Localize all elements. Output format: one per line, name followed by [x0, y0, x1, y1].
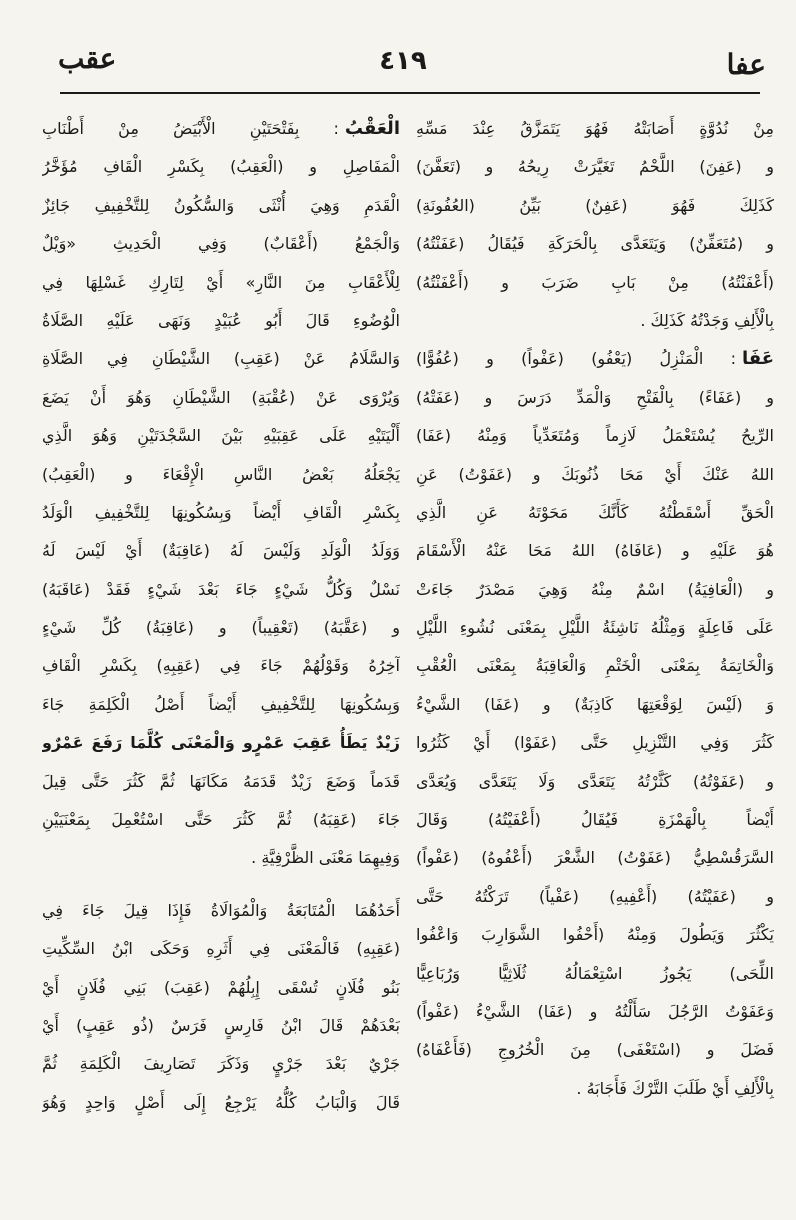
entry-headword: الْعَقْبُ: [344, 118, 400, 139]
text-line: هُوَ عَلَيْهِ و (عَافَاهُ) اللهُ مَحَا عَنْهُ الْأَسْقَامَ: [416, 541, 774, 561]
text-line: أَحَدُهُمَا الْمُتَابَعَةُ وَالْمُوَالَاةُ فَإِذَا قِيلَ جَاءَ فِي: [42, 900, 400, 920]
text-line: عَلَى فَاعِلَةٍ وَمِثْلُهُ نَاشِئَةُ اللَّيْلِ بِمَعْنَى نُشُوءِ اللَّيْلِ: [416, 618, 774, 638]
text-line: كَذَلِكَ فَهُوَ (عَفِنٌ) بَيِّنُ (العُفُونَةِ): [416, 195, 774, 215]
page-number: ٤١٩: [379, 46, 427, 76]
text-line: بِالْأَلِفِ أَيْ طَلَبَ التَّرْكَ فَأَجَابَهُ .: [576, 1078, 774, 1098]
text-line: يَكْثُرَ وَيَطُولَ وَمِنْهُ (أَحْفُوا الشَّوَارِبَ وَاعْفُوا: [416, 925, 774, 945]
paragraph-gap: [42, 878, 400, 892]
text-line: قَالَ وَالْبَابُ كُلُّهُ يَرْجِعُ إِلَى أَصْلٍ وَاحِدٍ وَهُوَ: [42, 1092, 400, 1112]
text-line: وَبِسُكُونِهَا لِلتَّخْفِيفِ أَيْضاً أَصْلُ الْكَلِمَةِ جَاءَ: [42, 694, 400, 714]
text-line: و (عَفِنَ) اللَّحْمُ تَغَيَّرَتْ رِيحُهُ و (تَعَفَّنَ): [416, 157, 774, 177]
text-line: وَ (لَيْسَ لِوَقْعَتِهَا كَاذِبَةٌ) و (عَفَا) الشَّيْءُ: [416, 694, 774, 714]
text-line: أَلْيَتَيْهِ عَلَى عَقِبَيْهِ بَيْنَ السَّجْدَتَيْنِ وَهُوَ الَّذِي: [42, 426, 400, 446]
text-line: الْمَفَاصِلِ و (الْعَقِبُ) بِكَسْرِ الْقَافِ مُؤَخَّرُ: [42, 157, 400, 177]
text-line: الرِّيحُ يُسْتَعْمَلُ لَازِماً وَمُتَعَدِّياً وَمِنْهُ (عَفَا): [416, 426, 774, 446]
text-line: وَالْجَمْعُ (أَعْقَابٌ) وَفِي الْحَدِيثِ «وَيْلٌ: [42, 234, 400, 254]
entry-text: : بِفَتْحَتَيْنِ الْأَبْيَضُ مِنْ أَطْنَابِ: [42, 119, 339, 138]
text-line: مِنْ نُدُوَّةٍ أَصَابَتْهُ فَهُوَ يَتَمَزَّقُ عِنْدَ مَسِّهِ: [416, 119, 774, 138]
page-header: [40, 40, 766, 84]
text-line: فَضَلَ و (اسْتَعْفَى) مِنَ الْخُرُوجِ (فَأَعْفَاهُ): [416, 1040, 774, 1060]
text-line: بَنُو فُلَانٍ تُسْقَى إِبِلُهُمْ (عَقِبَ) بَنِي فُلَانٍ أَيْ: [42, 977, 400, 997]
text-line: اللِّحَى) يَجُوزُ اسْتِعْمَالُهُ ثُلَاثِيًّا وَرُبَاعِيًّا: [416, 963, 774, 983]
text-line: نَسْلٌ وَكُلُّ شَيْءٍ جَاءَ بَعْدَ شَيْءٍ فَقَدْ (عَاقَبَهُ): [42, 579, 400, 599]
text-line: و (عَفَاءً) بِالْفَتْحِ وَالْمَدِّ دَرَسَ و (عَفَتْهُ): [416, 387, 774, 407]
text-line: و (الْعَافِيَةُ) اسْمٌ مِنْهُ وَهِيَ مَصْدَرٌ جَاءَتْ: [416, 579, 774, 599]
entry-first-line: [42, 110, 400, 148]
text-line: لِلْأَعْقَابِ مِنَ النَّارِ» أَيْ لِتَارِكِ غَسْلِهَا فِي: [42, 272, 400, 292]
right-column: [416, 110, 774, 1150]
left-column: [42, 110, 400, 1150]
text-line: يَجْعَلُهُ بَعْضُ النَّاسِ الْإِقْعَاءَ و (الْعَقِبُ): [42, 464, 400, 484]
text-line: الْقَدَمِ وَهِيَ أُنْثَى وَالسُّكُونُ لِلتَّخْفِيفِ جَائِزٌ: [42, 195, 400, 215]
text-line: وَوَلَدُ الْوَلَدِ وَلَيْسَ لَهُ (عَاقِبَةٌ) أَيْ لَيْسَ لَهُ: [42, 541, 400, 561]
header-entry-word-left: عقب: [58, 42, 117, 75]
text-line: الْوُضُوءِ قَالَ أَبُو عُبَيْدٍ وَنَهَى عَلَيْهِ الصَّلَاةُ: [42, 310, 400, 330]
text-line: و (عَفَيْتُهُ) (أَعْفِيهِ) (عَفْياً) تَرَكْتُهُ حَتَّى: [416, 886, 774, 906]
text-line: آخِرُهُ وَقَوْلُهُمْ جَاءَ فِي (عَقِبِهِ) بِكَسْرِ الْقَافِ: [42, 656, 400, 676]
text-line: اللهُ عَنْكَ أَيْ مَحَا ذُنُوبَكَ و (عَفَوْتُ) عَنِ: [416, 464, 774, 484]
entry-text: : الْمَنْزِلُ (يَعْفُو) (عَفْواً) و (عُفُوًّا): [416, 349, 736, 369]
text-line: وَيُرْوَى عَنْ (عُقْبَةِ) الشَّيْطَانِ وَهُوَ أَنْ يَضَعَ: [42, 387, 400, 407]
text-line: جَرْيٌ بَعْدَ جَرْيٍ وَذَكَرَ تَصَارِيفَ الْكَلِمَةِ ثُمَّ: [42, 1054, 400, 1074]
text-line: (عَقِبِهِ) فَالْمَعْنَى فِي أَثَرِهِ وَحَكَى ابْنُ السِّكِّيتِ: [42, 939, 400, 959]
text-line: وَالسَّلَامُ عَنْ (عَقِبِ) الشَّيْطَانِ فِي الصَّلَاةِ: [42, 349, 400, 369]
text-line: بَعْدَهُمْ قَالَ ابْنُ فَارِسٍ فَرَسٌ (ذُو عَقِبٍ) أَيْ: [42, 1015, 400, 1035]
text-line: زَيْدٌ يَطَأُ عَقِبَ عَمْرٍو وَالْمَعْنَى كُلَّمَا رَفَعَ عَمْرٌو: [42, 733, 400, 753]
text-line: وَفِيهِمَا مَعْنَى الظَّرْفِيَّةِ .: [251, 848, 400, 868]
text-line: بِالْأَلِفِ وَجَدْتُهُ كَذَلِكَ .: [640, 310, 774, 330]
text-line: السَّرَقُسْطِيُّ (عَفَوْتُ) الشَّعْرَ (أَعْفُوهُ) (عَفْواً): [416, 848, 774, 868]
text-line: و (مُتَعَفِّنٌ) وَيَتَعَدَّى بِالْحَرَكَةِ فَيُقَالُ (عَفَنْتُهُ): [416, 234, 774, 254]
text-line: كَثُرَ وَفِي التَّنْزِيلِ حَتَّى (عَفَوْا) أَيْ كَثُرُوا: [416, 733, 774, 753]
text-line: وَالْخَاتِمَةُ بِمَعْنَى الْخَتْمِ وَالْعَاقِبَةُ بِمَعْنَى الْعُقْبِ: [416, 656, 774, 676]
text-line: و (عَقَّبَهُ) (تَعْقِيباً) و (عَاقِبَةُ) كُلِّ شَيْءٍ: [42, 618, 400, 638]
text-line: وَعَفَوْتُ الرَّجُلَ سَأَلْتُهُ و (عَفَا) الشَّيْءُ (عَفْواً): [416, 1001, 774, 1021]
header-entry-word-right: عفا: [726, 48, 766, 81]
text-line: أَيْضاً بِالْهَمْزَةِ فَيُقَالُ (أَعْفَيْتُهُ) وَقَالَ: [416, 810, 774, 830]
text-line: جَاءَ (عَقِبَهُ) ثُمَّ كَثُرَ حَتَّى اسْتُعْمِلَ بِمَعْنَيَيْنِ: [42, 810, 400, 830]
text-line: قَدَماً وَضَعَ زَيْدٌ قَدَمَهُ مَكَانَهَا ثُمَّ كَثُرَ حَتَّى قِيلَ: [42, 771, 400, 791]
header-rule: [60, 92, 760, 94]
entry-first-line: [416, 340, 774, 378]
text-line: و (عَفَوْتُهُ) كَثَّرْتُهُ يَتَعَدَّى وَلَا يَتَعَدَّى وَيُعَدَّى: [416, 771, 774, 791]
entry-headword: عَفَا: [741, 348, 774, 370]
text-line: (أَعْفَنْتُهُ) مِنْ بَابِ ضَرَبَ و (أَعْفَنْتُهُ): [416, 272, 774, 292]
text-line: بِكَسْرِ الْقَافِ أَيْضاً وَبِسُكُونِهَا لِلتَّخْفِيفِ الْوَلَدُ: [42, 502, 400, 522]
text-line: الْحَقِّ أَسْقَطْتُهُ كَأَنَّكَ مَحَوْتَهُ عَنِ الَّذِي: [416, 502, 774, 522]
